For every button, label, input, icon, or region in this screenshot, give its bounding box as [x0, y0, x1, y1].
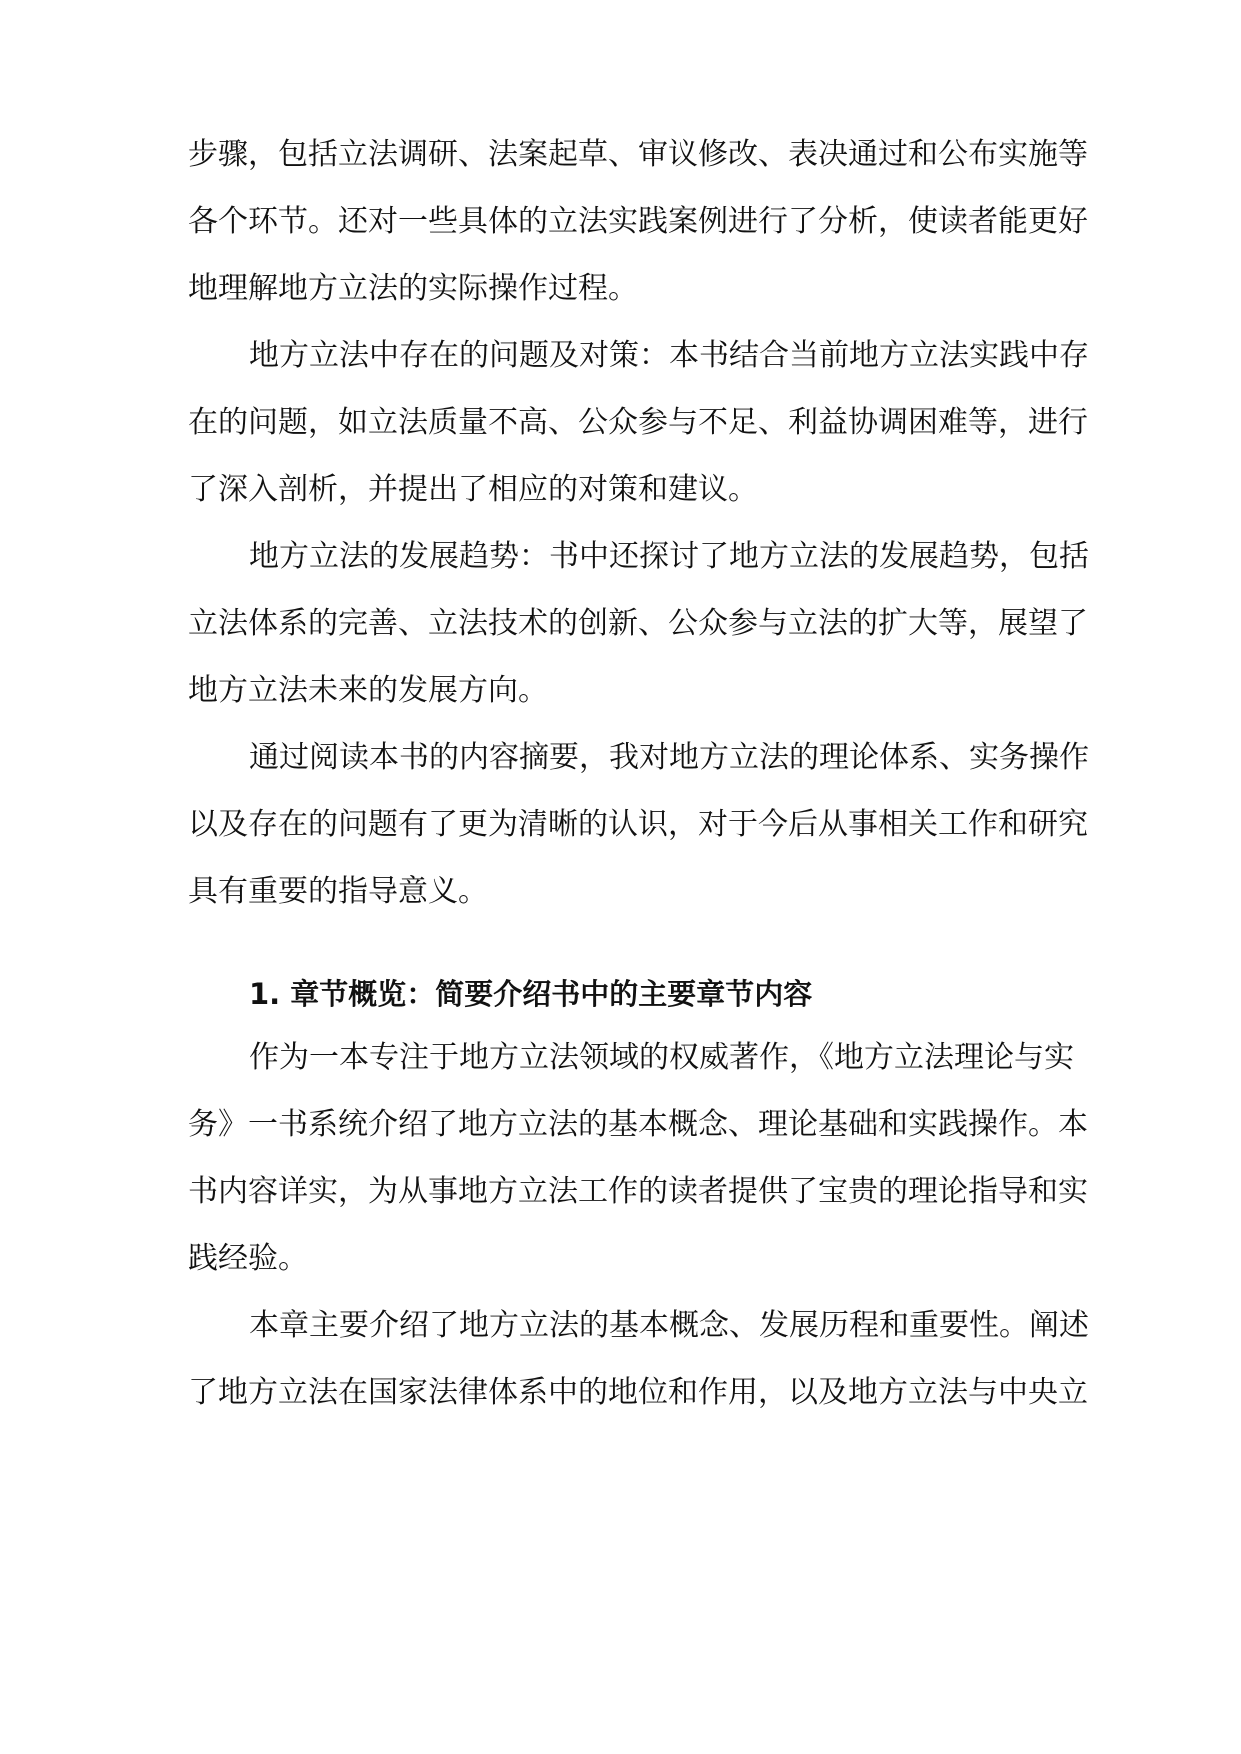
body-text-line: 作为一本专注于地方立法领域的权威著作，《地方立法理论与实 — [249, 1040, 1074, 1075]
body-text-line: 各个环节。还对一些具体的立法实践案例进行了分析，使读者能更好 — [188, 204, 1088, 239]
body-text-line: 立法体系的完善、立法技术的创新、公众参与立法的扩大等，展望了 — [188, 606, 1088, 641]
body-text-line: 了地方立法在国家法律体系中的地位和作用，以及地方立法与中央立 — [188, 1375, 1088, 1410]
section-heading: 1. 章节概览：简要介绍书中的主要章节内容 — [249, 977, 813, 1011]
body-text-line: 具有重要的指导意义。 — [188, 874, 488, 909]
body-text-line: 以及存在的问题有了更为清晰的认识，对于今后从事相关工作和研究 — [188, 807, 1088, 842]
body-text-line: 了深入剖析，并提出了相应的对策和建议。 — [188, 472, 758, 507]
body-text-line: 地方立法未来的发展方向。 — [188, 673, 548, 708]
body-text-line: 步骤，包括立法调研、法案起草、审议修改、表决通过和公布实施等 — [188, 137, 1088, 172]
body-text-line: 书内容详实，为从事地方立法工作的读者提供了宝贵的理论指导和实 — [188, 1174, 1088, 1209]
body-text-line: 通过阅读本书的内容摘要，我对地方立法的理论体系、实务操作 — [249, 740, 1089, 775]
body-text-line: 地理解地方立法的实际操作过程。 — [188, 271, 638, 306]
body-text-line: 践经验。 — [188, 1241, 308, 1276]
body-text-line: 地方立法的发展趋势：书中还探讨了地方立法的发展趋势，包括 — [249, 539, 1089, 574]
body-text-line: 本章主要介绍了地方立法的基本概念、发展历程和重要性。阐述 — [249, 1308, 1089, 1343]
body-text-line: 务》一书系统介绍了地方立法的基本概念、理论基础和实践操作。本 — [188, 1107, 1088, 1142]
body-text-line: 在的问题，如立法质量不高、公众参与不足、利益协调困难等，进行 — [188, 405, 1088, 440]
body-text-line: 地方立法中存在的问题及对策：本书结合当前地方立法实践中存 — [249, 338, 1089, 373]
